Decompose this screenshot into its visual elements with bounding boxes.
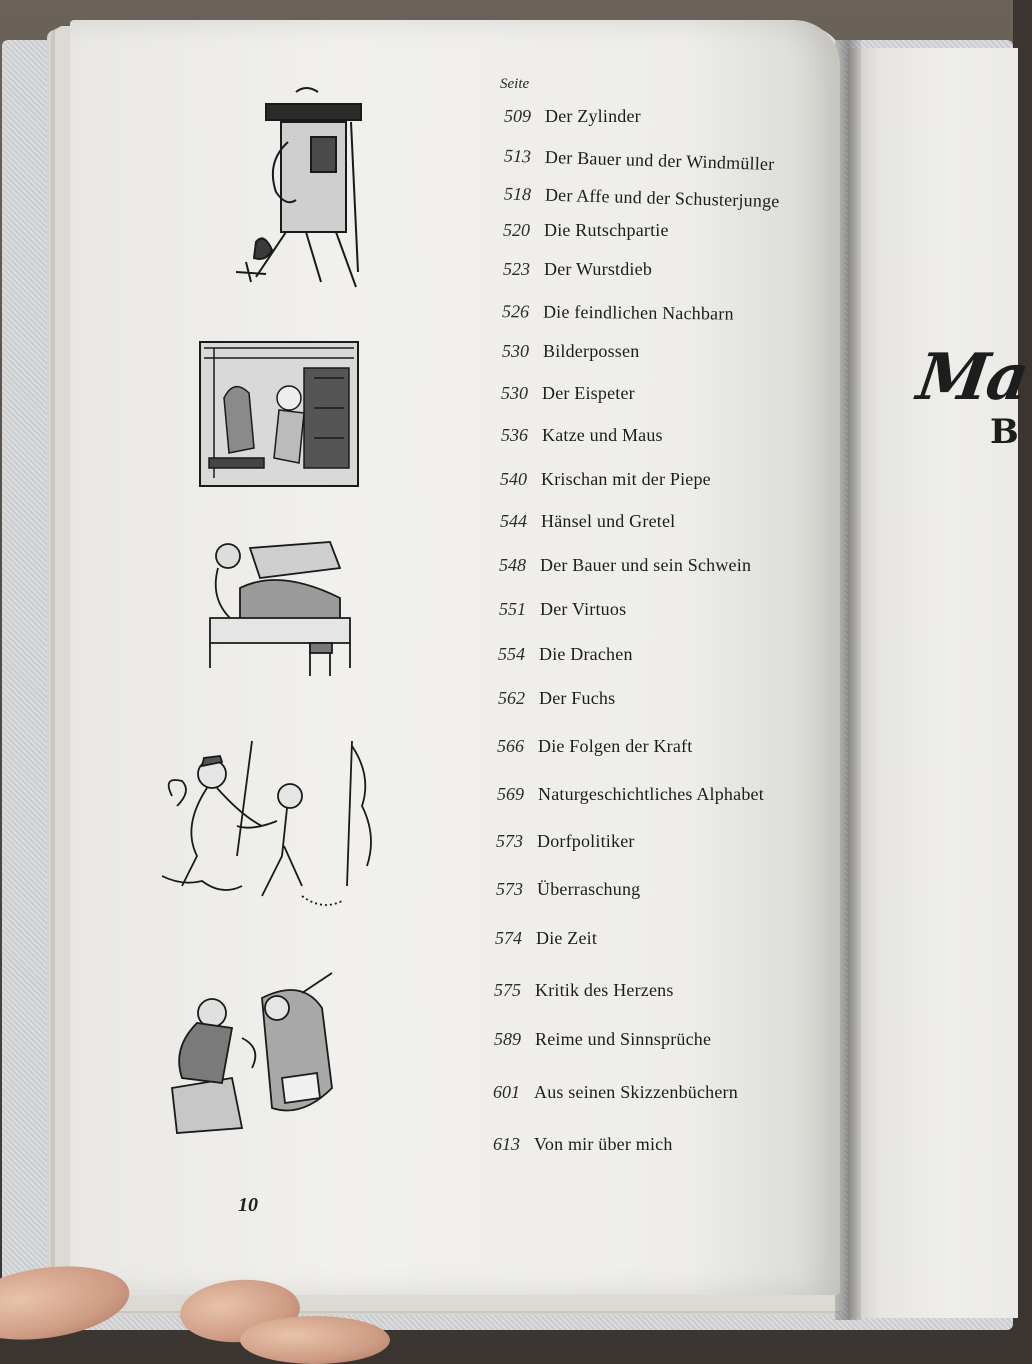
toc-entry	[477, 1029, 711, 1050]
toc-entry-page: 530	[501, 383, 528, 403]
toc-entry-page: 520	[503, 220, 530, 240]
toc-entry	[483, 469, 711, 490]
toc-entry-page: 574	[495, 928, 522, 948]
toc-entry	[486, 220, 669, 241]
toc-entry-page: 573	[496, 831, 523, 851]
toc-entry-title: Die feindlichen Nachbarn	[542, 301, 734, 324]
toc-entry-title: Der Affe und der Schusterjunge	[544, 184, 780, 212]
toc-entry-page: 518	[503, 183, 532, 205]
toc-entry-page: 513	[503, 145, 532, 167]
toc-entry-page: 536	[501, 425, 528, 445]
facing-page-heading: Ma	[912, 340, 1032, 415]
toc-entry	[485, 301, 734, 325]
toc-entry	[479, 879, 640, 900]
toc-entry	[485, 341, 639, 362]
page-number: 10	[238, 1194, 258, 1216]
illustration-kite-fight	[152, 736, 402, 921]
toc-entry-title: Der Fuchs	[539, 688, 616, 708]
toc-entry-page: 523	[503, 259, 530, 279]
toc-entry	[486, 259, 652, 280]
finger	[240, 1316, 390, 1364]
toc-entry	[482, 599, 626, 620]
toc-entry-title: Die Folgen der Kraft	[538, 736, 693, 756]
toc-entry-title: Der Bauer und sein Schwein	[540, 555, 752, 575]
toc-entry	[480, 736, 692, 757]
toc-entry-title: Kritik des Herzens	[535, 980, 674, 1000]
toc-entry-title: Der Virtuos	[540, 599, 627, 619]
toc-entry-title: Der Eispeter	[542, 383, 635, 403]
toc-entry	[482, 555, 751, 576]
toc-entry-title: Der Bauer und der Windmüller	[544, 146, 775, 175]
toc-entry	[481, 688, 615, 709]
toc-entry	[478, 928, 597, 949]
toc-entry-page: 530	[502, 341, 529, 361]
toc-entry	[481, 644, 633, 665]
toc-entry-page: 509	[504, 106, 531, 126]
toc-entry-title: Von mir über mich	[534, 1134, 673, 1154]
toc-entry-page: 613	[493, 1134, 520, 1154]
toc-entry-title: Krischan mit der Piepe	[541, 469, 711, 489]
toc-entry	[484, 383, 635, 404]
toc-entry-page: 601	[493, 1082, 520, 1102]
toc-entry-title: Katze und Maus	[542, 425, 663, 445]
facing-page-subheading: B	[990, 412, 1019, 452]
facing-page	[848, 48, 1018, 1318]
toc-entry-page: 544	[500, 511, 527, 531]
toc-entry-page: 540	[500, 469, 527, 489]
toc-entry-title: Dorfpolitiker	[537, 831, 635, 851]
illustration-bed-scene	[190, 528, 360, 678]
illustration-room-scene	[194, 338, 364, 490]
toc-entry	[480, 784, 764, 805]
toc-entry-title: Überraschung	[537, 879, 641, 899]
illustration-cellar-scene	[152, 968, 352, 1138]
toc-entry	[476, 1082, 738, 1103]
toc-entry-page: 551	[499, 599, 526, 619]
toc-entry-title: Die Rutschpartie	[544, 220, 669, 240]
toc-entry-title: Die Drachen	[539, 644, 633, 664]
toc-entry-title: Naturgeschichtliches Alphabet	[538, 784, 764, 804]
toc-entry-title: Bilderpossen	[543, 341, 640, 361]
toc-entry-title: Die Zeit	[536, 928, 598, 948]
toc-entry	[487, 106, 641, 127]
toc-entry	[477, 980, 674, 1001]
toc-entry	[484, 425, 663, 446]
illustration-windmill	[226, 82, 386, 292]
toc-entry-page: 562	[498, 688, 525, 708]
toc-entry-page: 575	[494, 980, 521, 1000]
toc-entry-page: 548	[499, 555, 526, 575]
toc-entry	[476, 1134, 673, 1155]
toc-entry	[483, 511, 675, 532]
toc-entry-page: 569	[497, 784, 524, 804]
toc-entry-page: 526	[501, 301, 530, 322]
toc-entry-title: Aus seinen Skizzenbüchern	[534, 1082, 738, 1102]
toc-page-column-header: Seite	[500, 76, 530, 92]
toc-entry-title: Der Wurstdieb	[544, 259, 653, 279]
toc-entry-page: 554	[498, 644, 525, 664]
toc-entry-page: 589	[494, 1029, 521, 1049]
toc-entry-page: 573	[496, 879, 523, 899]
toc-entry-title: Reime und Sinnsprüche	[535, 1029, 712, 1049]
toc-entry-page: 566	[497, 736, 524, 756]
toc-entry	[479, 831, 635, 852]
toc-entry-title: Hänsel und Gretel	[541, 511, 676, 531]
toc-entry-title: Der Zylinder	[545, 106, 641, 126]
